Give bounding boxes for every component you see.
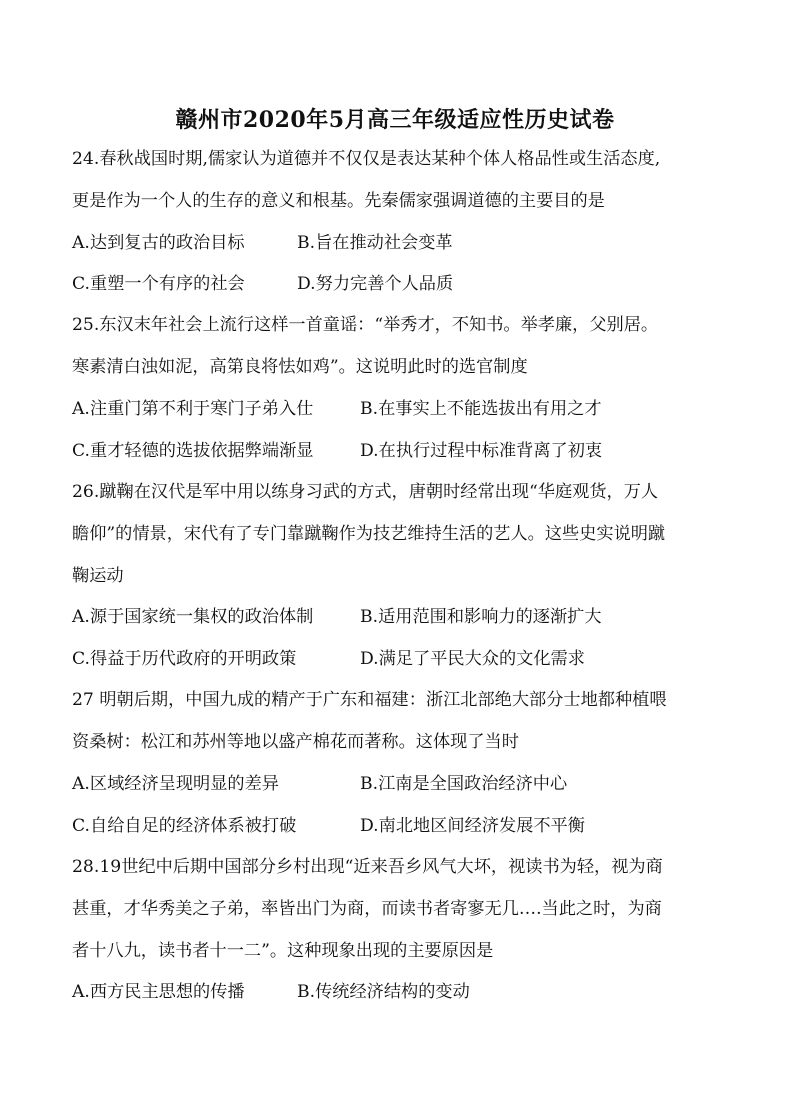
question-28-option-b: B.传统经济结构的变动 <box>297 982 470 1002</box>
question-24-option-b: B.旨在推动社会变革 <box>297 233 453 253</box>
question-27-line-1: 27 明朝后期，中国九成的精产于广东和福建：浙江北部绝大部分士地都种植喂 <box>72 690 667 710</box>
question-28-line-3: 者十八九，读书者十一二”。这种现象出现的主要原因是 <box>72 941 494 961</box>
question-28-line-2: 甚重，才华秀美之子弟，率皆出门为商，而读书者寄寥无几….当此之时，为商 <box>72 899 662 919</box>
question-24-option-d: D.努力完善个人品质 <box>297 274 454 294</box>
question-27-line-2: 资桑树：松江和苏州等地以盛产棉花而著称。这体现了当时 <box>72 732 519 752</box>
page-title: 赣州市2020年5月高三年级适应性历史试卷 <box>175 107 615 133</box>
question-27-option-b: B.江南是全国政治经济中心 <box>360 774 568 794</box>
question-27-option-d: D.南北地区间经济发展不平衡 <box>360 816 585 836</box>
question-26-option-b: B.适用范围和影响力的逐渐扩大 <box>360 607 602 627</box>
question-27-option-a: A.区域经济呈现明显的差异 <box>72 774 279 794</box>
question-25-option-b: B.在事实上不能选拔出有用之才 <box>360 399 602 419</box>
question-24-option-a: A.达到复古的政治目标 <box>72 233 245 253</box>
question-24-line-2: 更是作为一个人的生存的意义和根基。先秦儒家强调道德的主要目的是 <box>72 191 605 211</box>
question-26-line-3: 鞠运动 <box>72 566 124 586</box>
question-25-option-c: C.重才轻德的选拔依据弊端渐显 <box>72 441 314 461</box>
question-28-option-a: A.西方民主思想的传播 <box>72 982 245 1002</box>
question-28-line-1: 28.19世纪中后期中国部分乡村出现“近来吾乡风气大坏，视读书为轻，视为商 <box>72 857 663 877</box>
question-25-option-a: A.注重门第不利于寒门子弟入仕 <box>72 399 314 419</box>
question-26-option-a: A.源于国家统一集权的政治体制 <box>72 607 314 627</box>
question-27-option-c: C.自给自足的经济体系被打破 <box>72 816 297 836</box>
question-25-option-d: D.在执行过程中标准背离了初衷 <box>360 441 603 461</box>
question-26-option-d: D.满足了平民大众的文化需求 <box>360 649 585 669</box>
question-26-line-1: 26.蹴鞠在汉代是军中用以练身习武的方式，唐朝时经常出现“华庭观货，万人 <box>72 482 659 502</box>
question-25-line-1: 25.东汉末年社会上流行这样一首童谣：“举秀才，不知书。举孝廉，父别居。 <box>72 315 659 335</box>
question-25-line-2: 寒素清白浊如泥，高第良将怯如鸡”。这说明此时的选官制度 <box>72 357 528 377</box>
question-24-option-c: C.重塑一个有序的社会 <box>72 274 245 294</box>
question-26-line-2: 瞻仰”的情景，宋代有了专门靠蹴鞠作为技艺维持生活的艺人。这些史实说明蹴 <box>72 524 666 544</box>
question-24-line-1: 24.春秋战国时期,儒家认为道德并不仅仅是表达某种个体人格品性或生活态度, <box>72 149 661 169</box>
question-26-option-c: C.得益于历代政府的开明政策 <box>72 649 297 669</box>
